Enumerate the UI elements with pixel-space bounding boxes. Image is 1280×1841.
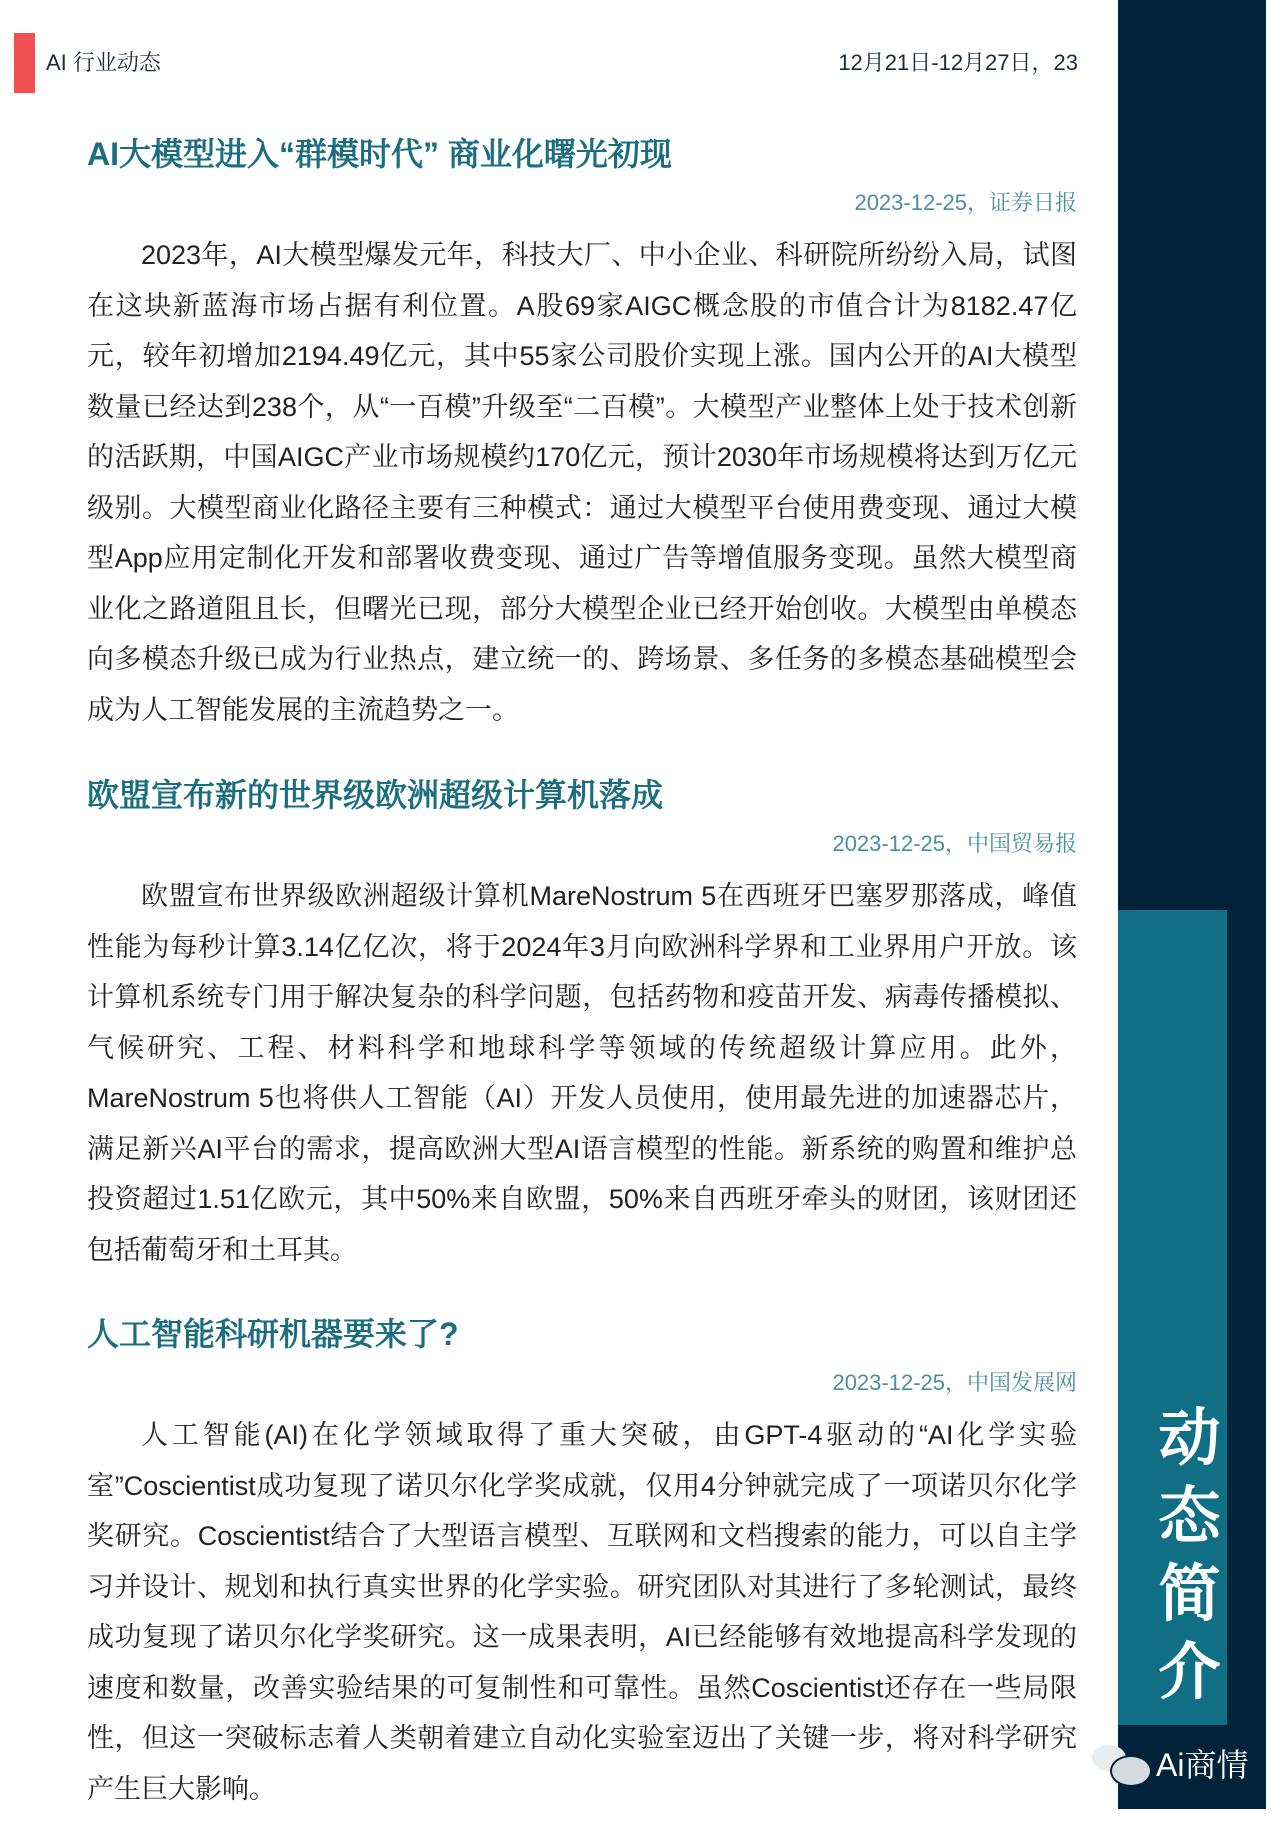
article [87, 134, 1077, 735]
sidebar-title-char: 介 [1158, 1638, 1221, 1707]
article-title: 欧盟宣布新的世界级欧洲超级计算机落成 [87, 777, 664, 813]
brand-name: Ai商情 [1156, 1747, 1249, 1783]
article-title: 人工智能科研机器要来了? [87, 1316, 459, 1352]
article-title: AI大模型进入“群模时代” 商业化曙光初现 [87, 136, 672, 172]
date-range: 12月21日-12月27日，23 [838, 50, 1078, 75]
sidebar-title [1118, 1400, 1261, 1712]
sidebar-title-char: 动 [1158, 1404, 1221, 1473]
brand-watermark [1092, 1740, 1248, 1786]
article [87, 775, 1077, 1302]
article-source: 2023-12-25，中国发展网 [832, 1370, 1077, 1395]
article-body: 欧盟宣布世界级欧洲超级计算机MareNostrum 5在西班牙巴塞罗那落成，峰值性能为每秒计算3.14亿亿次，将于2024年3月向欧洲科学界和工业界用户开放。该计算机系统专门用于解决复杂的科学问题，包括药物和疫苗开发、病毒传播模拟、气候研究、工程、材料科学和地球科学等领域的传统超级计算应用。此外，MareNostrum 5也将供人工智能（AI）开发人员使用，使用最先进的加速器芯片，满足新兴AI平台的需求，提高欧洲大型AI语言模型的性能。新系统的购置和维护总投资超过1.51亿欧元，其中50%来自欧盟，50%来自西班牙牵头的财团，该财团还包括葡萄牙和土耳其。 [87, 881, 1077, 1265]
article-body: 人工智能(AI)在化学领域取得了重大突破，由GPT-4驱动的“AI化学实验室”Coscientist成功复现了诺贝尔化学奖成就，仅用4分钟就完成了一项诺贝尔化学奖研究。Coscientist结合了大型语言模型、互联网和文档搜索的能力，可以自主学习并设计、规划和执行真实世界的化学实验。研究团队对其进行了多轮测试，最终成功复现了诺贝尔化学奖研究。这一成果表明，AI已经能够有效地提高科学发现的速度和数量，改善实验结果的可复制性和可靠性。虽然Coscientist还存在一些局限性，但这一突破标志着人类朝着建立自动化实验室迈出了关键一步，将对科学研究产生巨大影响。 [87, 1420, 1077, 1804]
article-source: 2023-12-25，中国贸易报 [832, 831, 1077, 856]
sidebar-title-char: 态 [1158, 1482, 1221, 1551]
wechat-icon [1092, 1743, 1148, 1783]
sidebar-title-char: 简 [1158, 1560, 1221, 1629]
article [87, 1314, 1077, 1841]
article-body: 2023年，AI大模型爆发元年，科技大厂、中小企业、科研院所纷纷入局，试图在这块新蓝海市场占据有利位置。A股69家AIGC概念股的市值合计为8182.47亿元，较年初增加2194.49亿元，其中55家公司股价实现上涨。国内公开的AI大模型数量已经达到238个，从“一百模”升级至“二百模”。大模型产业整体上处于技术创新的活跃期，中国AIGC产业市场规模约170亿元，预计2030年市场规模将达到万亿元级别。大模型商业化路径主要有三种模式：通过大模型平台使用费变现、通过大模型App应用定制化开发和部署收费变现、通过广告等增值服务变现。虽然大模型商业化之路道阻且长，但曙光已现，部分大模型企业已经开始创收。大模型由单模态向多模态升级已成为行业热点，建立统一的、跨场景、多任务的多模态基础模型会成为人工智能发展的主流趋势之一。 [87, 240, 1077, 725]
article-source: 2023-12-25，证券日报 [854, 190, 1077, 215]
section-marker [14, 33, 35, 93]
section-label: AI 行业动态 [46, 50, 161, 75]
